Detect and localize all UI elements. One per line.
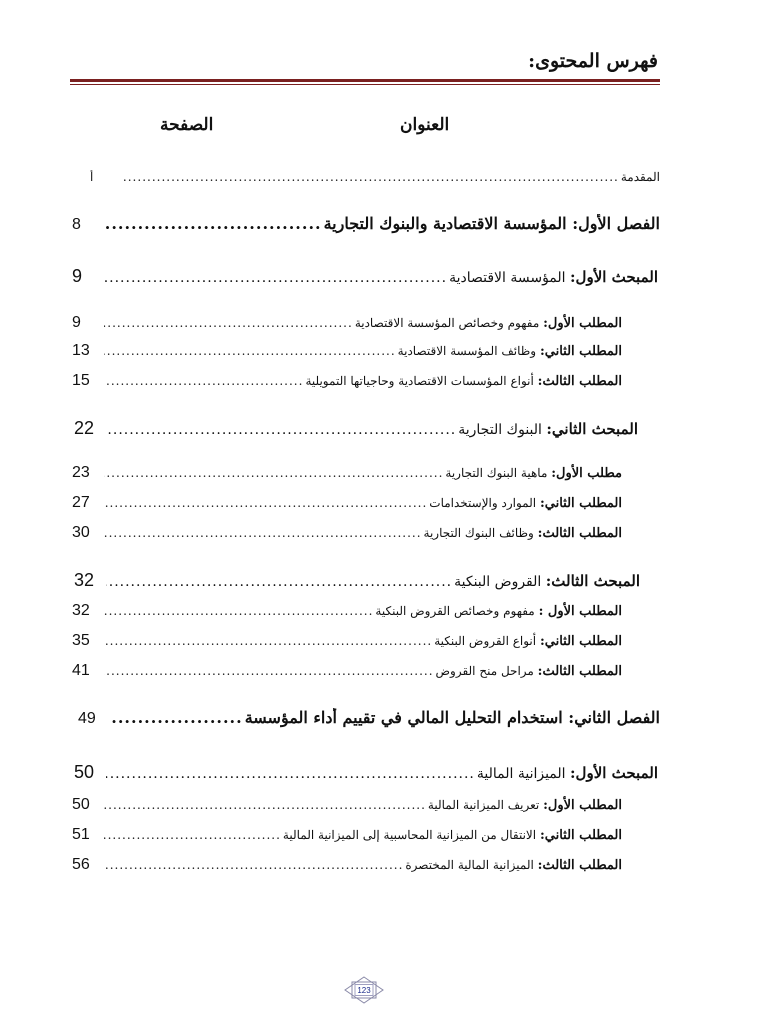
dot-leader [104, 270, 447, 286]
toc-entry-title: وظائف المؤسسة الاقتصادية [397, 344, 537, 358]
toc-entry-prefix: المبحث الثالث: [545, 572, 640, 590]
dot-leader [110, 708, 243, 727]
toc-entry-prefix: المطلب الأول : [538, 604, 622, 619]
toc-entry-page: 35 [72, 632, 90, 649]
toc-entry-page: 41 [72, 662, 90, 679]
page-number: 123 [357, 985, 371, 995]
toc-entry-title: الموارد والإستخدامات [429, 496, 537, 510]
toc-entry-prefix: المطلب الثاني: [539, 496, 622, 511]
toc-entry-title: الميزانية المالية المختصرة [405, 858, 534, 872]
toc-entry-title: البنوك التجارية [458, 422, 542, 438]
toc-entry-prefix: المطلب الثالث: [537, 858, 622, 873]
toc-entry-prefix: المطلب الثاني: [539, 344, 622, 359]
toc-entry-page: 13 [72, 342, 90, 359]
dot-leader [104, 496, 427, 510]
toc-entry-prefix: المطلب الأول: [543, 316, 622, 331]
toc-entry-page: 9 [72, 266, 83, 286]
toc-entry-prefix: المبحث الأول: [570, 764, 658, 782]
toc-entry-item[interactable] [72, 464, 622, 482]
toc-entry-intro[interactable] [90, 170, 660, 184]
toc-entry-title: أنواع القروض البنكية [434, 634, 537, 648]
dot-leader [106, 422, 456, 438]
toc-entry-item[interactable] [72, 602, 622, 620]
toc-entry-prefix: مطلب الأول: [551, 466, 622, 481]
toc-entry-item[interactable] [72, 342, 622, 360]
toc-entry-title: مفهوم وخصائص المؤسسة الاقتصادية [354, 316, 540, 330]
dot-leader [104, 604, 373, 618]
toc-entry-title: وظائف البنوك التجارية [423, 526, 534, 540]
footer-page-badge [344, 976, 384, 1004]
toc-entry-title: مفهوم وخصائص القروض البنكية [375, 604, 535, 618]
dot-leader [104, 214, 322, 233]
toc-entry-item[interactable] [72, 372, 622, 390]
dot-leader [106, 766, 475, 782]
column-heading-page: الصفحة [160, 115, 214, 135]
toc-entry-title: المقدمة [620, 170, 660, 184]
toc-entry-prefix: الفصل الأول: [572, 214, 660, 233]
header-rule-thick [70, 79, 660, 82]
toc-entry-item[interactable] [72, 494, 622, 512]
toc-entry-item[interactable] [72, 632, 622, 650]
toc-entry-prefix: المطلب الثالث: [537, 526, 622, 541]
toc-entry-title: القروض البنكية [454, 574, 542, 590]
dot-leader [104, 664, 434, 678]
toc-entry-chapter[interactable] [72, 214, 660, 234]
toc-entry-page: 49 [78, 710, 96, 727]
toc-entry-section[interactable] [72, 266, 658, 287]
toc-entry-page: 27 [72, 494, 90, 511]
dot-leader [104, 466, 443, 480]
toc-entry-page: 51 [72, 826, 90, 843]
dot-leader [122, 170, 619, 184]
toc-entry-prefix: المطلب الثالث: [537, 664, 622, 679]
toc-entry-page: 15 [72, 372, 90, 389]
toc-entry-prefix: الفصل الثاني: [568, 708, 660, 727]
toc-entry-title: المؤسسة الاقتصادية [449, 270, 566, 286]
toc-entry-item[interactable] [72, 662, 622, 680]
dot-leader [106, 574, 452, 590]
toc-entry-item[interactable] [72, 314, 622, 332]
toc-entry-chapter[interactable] [78, 708, 660, 728]
toc-entry-prefix: المبحث الأول: [570, 268, 658, 286]
toc-entry-prefix: المطلب الثالث: [537, 374, 622, 389]
header-rule-thin [70, 84, 660, 85]
toc-entry-page: 56 [72, 856, 90, 873]
toc-entry-title: مراحل منح القروض [435, 664, 534, 678]
toc-entry-page: 23 [72, 464, 90, 481]
toc-entry-prefix: المطلب الأول: [543, 798, 622, 813]
toc-entry-section[interactable] [74, 570, 640, 591]
toc-entry-title: الانتقال من الميزانية المحاسبية إلى الميزانية المالية [282, 828, 537, 842]
toc-entry-item[interactable] [72, 856, 622, 874]
toc-entry-page: أ [90, 170, 94, 184]
column-heading-title: العنوان [400, 115, 450, 135]
toc-entry-page: 32 [72, 602, 90, 619]
dot-leader [104, 798, 426, 812]
toc-entry-section[interactable] [74, 418, 638, 439]
toc-entry-page: 50 [72, 796, 90, 813]
dot-leader [104, 526, 422, 540]
dot-leader [104, 316, 353, 330]
toc-entry-title: تعريف الميزانية المالية [427, 798, 540, 812]
toc-entry-page: 8 [72, 216, 81, 233]
toc-entry-title: استخدام التحليل المالي في تقييم أداء المؤسسة [244, 708, 563, 727]
toc-entry-section[interactable] [74, 762, 658, 783]
toc-entry-page: 32 [74, 570, 95, 590]
dot-leader [104, 344, 396, 358]
page-title: فهرس المحتوى: [528, 50, 658, 72]
toc-entry-item[interactable] [72, 826, 622, 844]
toc-entry-prefix: المطلب الثاني: [539, 828, 622, 843]
toc-entry-prefix: المطلب الثاني: [539, 634, 622, 649]
toc-entry-item[interactable] [72, 796, 622, 814]
toc-entry-page: 22 [74, 418, 95, 438]
toc-entry-page: 9 [72, 314, 81, 331]
dot-leader [104, 828, 281, 842]
dot-leader [104, 374, 303, 388]
toc-entry-title: المؤسسة الاقتصادية والبنوك التجارية [323, 214, 567, 233]
dot-leader [104, 858, 403, 872]
toc-entry-prefix: المبحث الثاني: [546, 420, 638, 438]
dot-leader [104, 634, 432, 648]
toc-entry-title: أنواع المؤسسات الاقتصادية وحاجياتها التمويلية [305, 374, 534, 388]
toc-entry-page: 50 [74, 762, 95, 782]
toc-entry-item[interactable] [72, 524, 622, 542]
toc-entry-title: ماهية البنوك التجارية [445, 466, 548, 480]
toc-entry-title: الميزانية المالية [476, 766, 566, 782]
toc-entry-page: 30 [72, 524, 90, 541]
